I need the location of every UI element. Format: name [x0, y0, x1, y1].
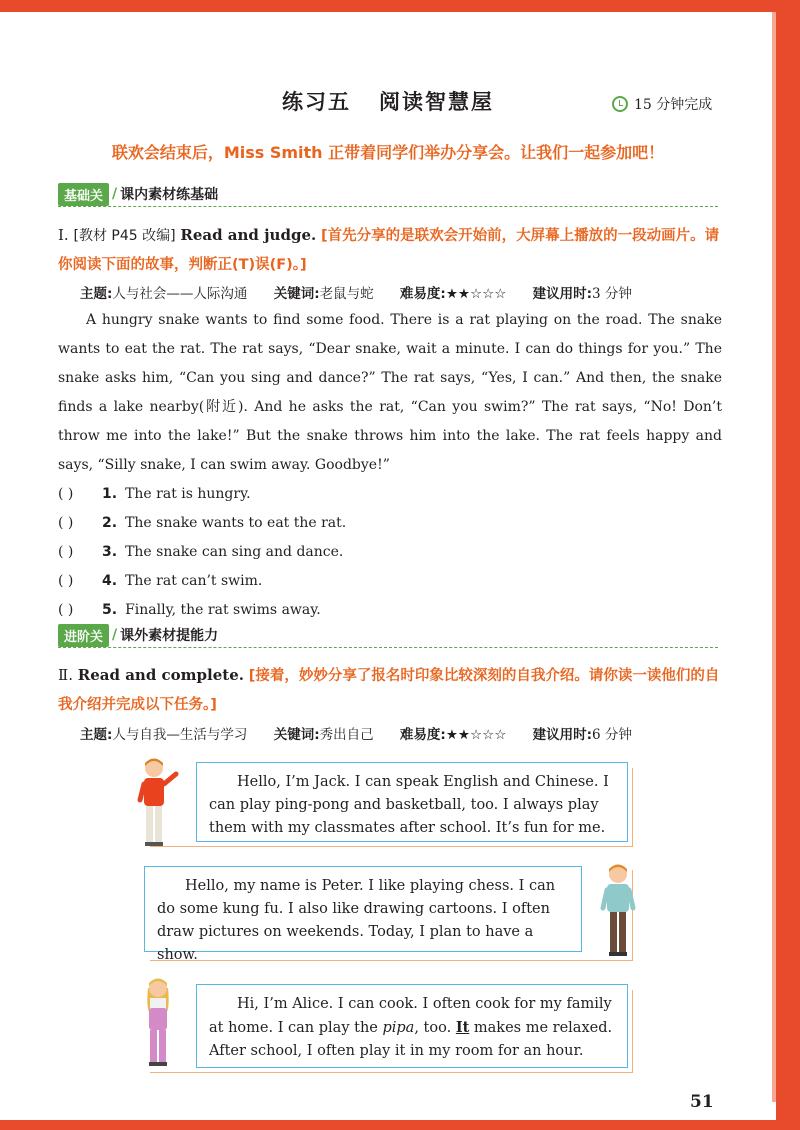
judge-item[interactable] — [58, 567, 658, 596]
meta-time-key: 建议用时: — [532, 727, 593, 743]
time-label: 15 分钟完成 — [634, 97, 713, 113]
judge-item[interactable] — [58, 509, 658, 538]
alice-text-a: Hi, I’m Alice. I can cook. I often cook for my family at home. I can play the — [209, 996, 612, 1036]
jack-text: Hello, I’m Jack. I can speak English and Chinese. I can play ping-pong and basketball, too. I always play them with my classmates after school. It’s fun for me. — [209, 774, 609, 836]
intro-text: 联欢会结束后，Miss Smith 正带着同学们举办分享会。让我们一起参加吧！ — [111, 143, 665, 162]
meta-difficulty-key: 难易度: — [399, 727, 446, 743]
alice-text-b: , too. — [414, 1020, 456, 1036]
meta-difficulty-value: ★★☆☆☆ — [445, 286, 507, 302]
story-passage — [58, 306, 722, 480]
item-text: The rat is hungry. — [125, 486, 251, 502]
question1-note: [首先分享的是联欢会开始前，大屏幕上播放的一段动画片。请你阅读下面的故事，判断正(T)误(F)。] — [58, 228, 720, 273]
question1-instruction: Read and judge. — [180, 226, 317, 244]
meta-time-key: 建议用时: — [532, 286, 593, 302]
page-right-edge-inner — [772, 12, 776, 1102]
meta-topic-value: 人与自我—生活与学习 — [112, 727, 248, 743]
alice-text-c: makes me relaxed. After school, I often play it in my room for an hour. — [209, 1020, 613, 1059]
alice-text — [209, 993, 615, 1063]
meta-time-value: 6 分钟 — [592, 727, 632, 743]
peter-card — [144, 866, 582, 963]
answer-blank[interactable]: ( ) — [58, 573, 74, 589]
item-text: The rat can’t swim. — [125, 573, 263, 589]
meta-keyword-value: 老鼠与蛇 — [319, 286, 374, 302]
meta-keyword-key: 关键词: — [273, 727, 320, 743]
badge-slash: / — [112, 627, 118, 643]
question2-heading — [58, 661, 722, 719]
time-tag — [612, 94, 712, 114]
item-text: The snake can sing and dance. — [125, 544, 344, 560]
question2-meta — [80, 723, 720, 743]
item-number: 1. — [102, 486, 118, 502]
judge-item[interactable] — [58, 596, 658, 625]
judge-item[interactable] — [58, 480, 658, 509]
judge-items — [58, 480, 658, 625]
title-part-b: 阅读智慧屋 — [379, 90, 494, 114]
meta-keyword-key: 关键词: — [273, 286, 320, 302]
page-right-edge — [776, 0, 800, 1130]
page-top-edge — [0, 0, 800, 12]
section1-divider — [58, 206, 718, 207]
meta-topic-key: 主题: — [80, 286, 113, 302]
section2-badge: 进阶关 — [58, 624, 109, 647]
item-number: 2. — [102, 515, 118, 531]
meta-topic-value: 人与社会——人际沟通 — [112, 286, 248, 302]
meta-topic-key: 主题: — [80, 727, 113, 743]
item-text: The snake wants to eat the rat. — [125, 515, 347, 531]
story-text: A hungry snake wants to find some food. There is a rat playing on the road. The snake wants to eat the rat. The rat says, “Dear snake, wait a minute. I can do things for you.” The snake asks him, “Can you sing and dance?” The rat says, “Yes, I can.” And then, the snake finds a lake nearby(附近). And he asks the rat, “Can you swim?” The rat says, “No! Don’t throw me into the lake!” But the snake throws him into the lake. The rat feels happy and says, “Silly snake, I can swim away. Goodbye!” — [58, 312, 722, 473]
page-bottom-edge — [0, 1120, 800, 1130]
meta-difficulty-value: ★★☆☆☆ — [445, 727, 507, 743]
question2-instruction: Read and complete. — [77, 666, 244, 684]
section2-divider — [58, 647, 718, 648]
answer-blank[interactable]: ( ) — [58, 486, 74, 502]
question1-heading — [58, 221, 722, 279]
item-number: 3. — [102, 544, 118, 560]
peter-text: Hello, my name is Peter. I like playing chess. I can do some kung fu. I also like drawing cartoons. I often draw pictures on weekends. Today, I plan to have a show. — [157, 878, 556, 963]
question2-number: Ⅱ. — [58, 666, 73, 684]
alice-card — [196, 984, 628, 1068]
title-part-a: 练习五 — [282, 90, 351, 114]
answer-blank[interactable]: ( ) — [58, 602, 74, 618]
judge-item[interactable] — [58, 538, 658, 567]
meta-time-value: 3 分钟 — [592, 286, 632, 302]
section2-bar — [58, 624, 718, 646]
answer-blank[interactable]: ( ) — [58, 515, 74, 531]
question1-source: [教材 P45 改编] — [73, 228, 176, 244]
peter-illustration — [596, 862, 640, 962]
section1-bar — [58, 183, 718, 205]
answer-blank[interactable]: ( ) — [58, 544, 74, 560]
question2-note: [接着，妙妙分享了报名时印象比较深刻的自我介绍。请你读一读他们的自我介绍并完成以下任务。] — [58, 668, 720, 713]
meta-difficulty-key: 难易度: — [399, 286, 446, 302]
question1-number: Ⅰ. — [58, 226, 69, 244]
alice-pipa: pipa — [382, 1020, 415, 1036]
section1-name: 课内素材练基础 — [120, 187, 219, 203]
page-number: 51 — [690, 1092, 714, 1112]
alice-it-underlined: It — [455, 1019, 470, 1036]
section1-badge: 基础关 — [58, 183, 109, 206]
item-number: 4. — [102, 573, 118, 589]
item-number: 5. — [102, 602, 118, 618]
badge-slash: / — [112, 186, 118, 202]
item-text: Finally, the rat swims away. — [125, 602, 321, 618]
jack-card — [196, 762, 628, 842]
section2-name: 课外素材提能力 — [120, 628, 219, 644]
meta-keyword-value: 秀出自己 — [319, 727, 374, 743]
question1-meta — [80, 282, 720, 302]
clock-icon — [612, 96, 628, 112]
